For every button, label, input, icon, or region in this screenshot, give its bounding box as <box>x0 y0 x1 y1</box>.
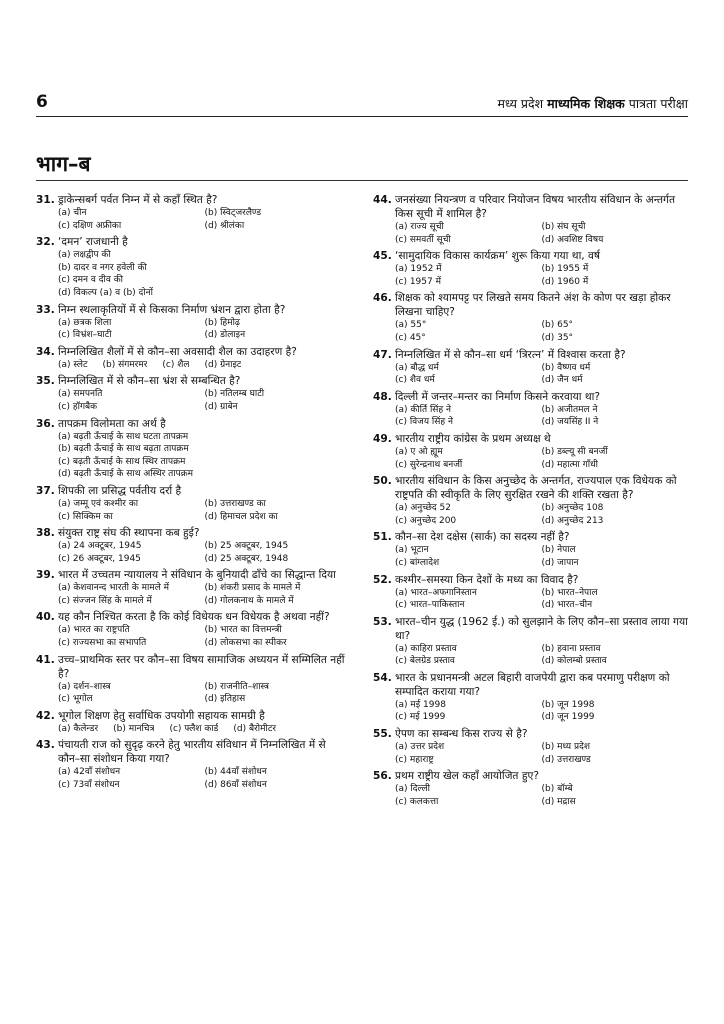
options-list <box>373 587 688 612</box>
options-list <box>36 317 351 342</box>
option: (b) 65° <box>541 320 574 331</box>
option: (c) हॉगबैक <box>58 401 98 412</box>
question <box>36 610 351 649</box>
option: (a) केशवानन्द भारती के मामले में <box>58 583 170 594</box>
option: (d) डोलाइन <box>204 330 246 341</box>
question-text: कौन–सा देश दक्षेस (सार्क) का सदस्य नहीं है? <box>395 531 570 544</box>
question-number: 33. <box>36 303 55 316</box>
question-text: प्रथम राष्ट्रीय खेल कहाँ आयोजित हुए? <box>395 770 539 783</box>
option: (b) दादर व नगर हवेली की <box>58 262 147 273</box>
option: (b) भारत का वित्तमन्त्री <box>204 625 282 636</box>
question-text-line <box>36 417 351 431</box>
question <box>373 615 688 668</box>
question <box>373 671 688 724</box>
question-text-line <box>373 474 688 502</box>
question-text-line <box>36 484 351 498</box>
option: (d) विकल्प (a) व (b) दोनों <box>58 287 153 298</box>
question-text: निम्न स्थलाकृतियों में से किसका निर्माण भ्रंशन द्वारा होता है? <box>58 303 286 316</box>
options-list <box>36 359 351 372</box>
option: (d) बैरोमीटर <box>233 723 277 734</box>
option: (c) फ्लैश कार्ड <box>169 723 219 734</box>
option: (c) संज्जन सिंह के मामले में <box>58 595 152 606</box>
question-text-line <box>36 374 351 388</box>
question <box>36 193 351 232</box>
option: (d) महात्मा गाँधी <box>541 459 598 470</box>
question-number: 36. <box>36 417 55 430</box>
question-number: 39. <box>36 569 55 582</box>
question-text-line <box>36 345 351 359</box>
question <box>36 709 351 736</box>
option: (c) महाराष्ट्र <box>395 754 434 765</box>
option: (c) शैल <box>162 359 190 370</box>
option: (d) इतिहास <box>204 694 246 705</box>
option: (c) समवर्ती सूची <box>395 234 451 245</box>
option: (c) शैव धर्म <box>395 375 435 386</box>
question-number: 31. <box>36 194 55 206</box>
option: (a) छत्रक शिला <box>58 317 112 328</box>
option: (c) बेलग्रेड प्रस्ताव <box>395 656 455 667</box>
question-text: जनसंख्या नियन्त्रण व परिवार नियोजन विषय भारतीय संविधान के अन्तर्गत किस सूची में शामिल है? <box>395 194 676 220</box>
question-number: 38. <box>36 527 55 540</box>
question-text: कश्मीर–समस्या किन देशों के मध्य का विवाद है? <box>395 573 579 586</box>
option: (a) भारत का राष्ट्रपति <box>58 625 130 636</box>
question-number: 45. <box>373 250 392 263</box>
question-text: ‘दमन’ राजधानी है <box>58 236 128 249</box>
option: (c) दक्षिण अफ्रीका <box>58 220 122 231</box>
option: (a) दिल्ली <box>395 784 431 795</box>
question-text-line <box>373 193 688 221</box>
question <box>36 653 351 706</box>
option: (d) कोलम्बो प्रस्ताव <box>541 656 607 667</box>
option: (a) ए ओ ह्यूम <box>395 446 443 457</box>
question-text: शिपकी ला प्रसिद्ध पर्वतीय दर्रा है <box>58 484 182 497</box>
section-divider <box>36 180 688 181</box>
question <box>36 738 351 791</box>
option: (a) दर्शन–शास्त्र <box>58 681 111 692</box>
option: (a) बौद्ध धर्म <box>395 362 439 373</box>
question-text-line <box>36 610 351 624</box>
question <box>373 249 688 288</box>
question-text: भारत में उच्चतम न्यायालय ने संविधान के बुनियादी ढाँचे का सिद्धान्त दिया <box>58 569 336 582</box>
options-list <box>373 741 688 766</box>
question-text-line <box>373 291 688 319</box>
question <box>373 348 688 387</box>
option: (d) हिमाचल प्रदेश का <box>204 511 278 522</box>
option: (a) जम्मू एवं कश्मीर का <box>58 498 139 509</box>
options-list <box>36 431 351 481</box>
options-list <box>373 319 688 344</box>
question-text: भूगोल शिक्षण हेतु सर्वाधिक उपयोगी सहायक सामग्री है <box>58 709 265 722</box>
option: (b) संघ सूची <box>541 222 586 232</box>
option: (a) काहिरा प्रस्ताव <box>395 643 457 654</box>
options-list <box>373 643 688 668</box>
question-text-line <box>36 303 351 317</box>
option: (a) राज्य सूची <box>395 222 444 232</box>
option: (d) गोलकनाथ के मामले में <box>204 595 294 606</box>
option: (d) जैन धर्म <box>541 375 583 386</box>
option: (b) संगमरमर <box>102 359 148 370</box>
question <box>373 432 688 471</box>
book-title-bold: माध्यमिक शिक्षक <box>547 96 625 111</box>
page-header <box>36 92 688 117</box>
question-number: 47. <box>373 348 392 361</box>
question-text: ऐपण का सम्बन्ध किस राज्य से है? <box>395 728 528 741</box>
page-number: 6 <box>36 92 48 112</box>
option: (d) 35° <box>541 332 574 343</box>
question-text-line <box>373 390 688 404</box>
options-list <box>373 404 688 429</box>
question <box>36 484 351 523</box>
question-number: 43. <box>36 739 55 752</box>
options-list <box>36 723 351 736</box>
question-text-line <box>373 671 688 699</box>
question-text: भारत के प्रधानमन्त्री अटल बिहारी वाजपेयी द्वारा कब परमाणु परीक्षण को सम्पादित कराया गया? <box>395 671 670 698</box>
option: (c) अनुच्छेद 200 <box>395 515 457 526</box>
question-number: 34. <box>36 345 55 358</box>
question-text: उच्च–प्राथमिक स्तर पर कौन–सा विषय सामाजिक अध्ययन में सम्मिलित नहीं है? <box>58 653 345 680</box>
option: (b) अजीतमल ने <box>541 404 598 415</box>
option: (a) कीर्ति सिंह ने <box>395 404 452 415</box>
option: (d) अनुच्छेद 213 <box>541 515 604 526</box>
question <box>36 568 351 607</box>
option: (c) विजय सिंह ने <box>395 417 453 428</box>
option: (a) चीन <box>58 208 87 218</box>
option: (a) उत्तर प्रदेश <box>395 742 445 753</box>
option: (d) श्रीलंका <box>204 220 245 231</box>
option: (d) लोकसभा का स्पीकर <box>204 638 287 649</box>
left-column <box>36 193 351 795</box>
question-text-line <box>36 193 351 207</box>
option: (a) 24 अक्टूबर, 1945 <box>58 541 142 552</box>
option: (b) 44वाँ संशोधन <box>204 767 267 778</box>
question-text: निम्नलिखित में से कौन–सा भ्रंश से सम्बन्धित है? <box>58 375 241 388</box>
question-text-line <box>36 235 351 249</box>
book-title <box>498 95 688 112</box>
options-list <box>373 544 688 569</box>
question-text: शिक्षक को श्यामपट्ट पर लिखते समय कितने अंश के कोण पर खड़ा होकर लिखना चाहिए? <box>395 292 671 319</box>
option: (b) उत्तराखण्ड का <box>204 498 266 509</box>
section-title: भाग–ब <box>36 152 91 176</box>
book-title-part2: पात्रता परीक्षा <box>624 96 688 111</box>
question <box>373 390 688 429</box>
question-text: संयुक्त राष्ट्र संघ की स्थापना कब हुई? <box>58 527 200 540</box>
option: (d) अवशिष्ट विषय <box>541 234 604 245</box>
options-list <box>36 207 351 232</box>
question <box>36 235 351 299</box>
options-list <box>36 498 351 523</box>
option: (b) अनुच्छेद 108 <box>541 503 604 514</box>
question <box>373 573 688 612</box>
option: (b) बढ़ती ऊँचाई के साथ बढ़ता तापक्रम <box>58 444 189 455</box>
option: (d) मद्रास <box>541 796 576 807</box>
options-list <box>36 624 351 649</box>
question-number: 37. <box>36 484 55 497</box>
option: (d) ग्राबेन <box>204 401 238 412</box>
option: (a) भारत–अफगानिस्तान <box>395 587 477 598</box>
question-number: 55. <box>373 728 392 741</box>
option: (c) दमन व दीव की <box>58 275 123 286</box>
question-text-line <box>373 573 688 587</box>
question-number: 32. <box>36 236 55 249</box>
question-text-line <box>373 530 688 544</box>
option: (b) वैष्णव धर्म <box>541 362 591 373</box>
options-list <box>373 362 688 387</box>
question <box>36 526 351 565</box>
option: (b) हवाना प्रस्ताव <box>541 643 601 654</box>
question-number: 42. <box>36 709 55 722</box>
question-text: ‘सामुदायिक विकास कार्यक्रम’ शुरू किया गया था, वर्ष <box>395 250 601 263</box>
question-number: 48. <box>373 390 392 403</box>
question <box>373 193 688 246</box>
option: (d) जयसिंह II ने <box>541 417 599 428</box>
question-number: 35. <box>36 375 55 388</box>
question-text-line <box>373 348 688 362</box>
question-number: 56. <box>373 770 392 783</box>
options-list <box>36 388 351 413</box>
option: (a) मई 1998 <box>395 699 446 710</box>
question-text: निम्नलिखित में से कौन–सा धर्म ‘त्रिरत्न’ में विश्वास करता है? <box>395 348 626 361</box>
question-text-line <box>373 769 688 783</box>
option: (b) बॉम्बे <box>541 784 573 795</box>
question-text-line <box>36 568 351 582</box>
question-number: 49. <box>373 432 392 445</box>
question-number: 41. <box>36 653 55 666</box>
option: (c) 73वाँ संशोधन <box>58 780 120 791</box>
question <box>36 417 351 481</box>
option: (a) 55° <box>395 320 427 331</box>
option: (c) 45° <box>395 332 426 343</box>
option: (b) 25 अक्टूबर, 1945 <box>204 541 289 552</box>
question-text-line <box>36 738 351 766</box>
question-text-line <box>373 249 688 263</box>
question-number: 52. <box>373 573 392 586</box>
option: (a) अनुच्छेद 52 <box>395 503 451 514</box>
option: (a) 42वाँ संशोधन <box>58 767 121 778</box>
option: (c) 1957 में <box>395 276 441 287</box>
question-text-line <box>373 432 688 446</box>
question <box>373 474 688 527</box>
option: (b) मध्य प्रदेश <box>541 742 590 753</box>
option: (a) भूटान <box>395 545 429 556</box>
question <box>373 769 688 808</box>
book-title-part1: मध्य प्रदेश <box>497 96 548 111</box>
question-text: दिल्ली में जन्तर–मन्तर का निर्माण किसने करवाया था? <box>395 390 601 403</box>
question <box>373 291 688 344</box>
question-text-line <box>36 653 351 681</box>
options-list <box>373 221 688 246</box>
question-text: भारतीय राष्ट्रीय कांग्रेस के प्रथम अध्यक्ष थे <box>395 432 551 445</box>
question <box>373 530 688 569</box>
question-text-line <box>373 727 688 741</box>
option: (c) बढ़ती ऊँचाई के साथ स्थिर तापक्रम <box>58 456 186 467</box>
option: (b) राजनीति–शास्त्र <box>204 681 269 692</box>
option: (c) सिक्किम का <box>58 511 113 522</box>
question <box>36 345 351 372</box>
question-text-line <box>36 526 351 540</box>
question-text-line <box>373 615 688 643</box>
option: (d) 1960 में <box>541 276 589 287</box>
options-list <box>373 502 688 527</box>
option: (a) बढ़ती ऊँचाई के साथ घटता तापक्रम <box>58 431 189 442</box>
option: (d) जापान <box>541 557 579 568</box>
question-text: तापक्रम विलोमता का अर्थ है <box>58 417 166 430</box>
option: (d) भारत–चीन <box>541 600 593 611</box>
option: (a) स्लेट <box>58 359 88 370</box>
options-list <box>36 766 351 791</box>
option: (b) स्विट्जरलैण्ड <box>204 208 262 218</box>
option: (c) बांग्लादेश <box>395 557 440 568</box>
option: (c) मई 1999 <box>395 712 446 723</box>
option: (c) कलकत्ता <box>395 796 439 807</box>
right-column <box>373 193 688 811</box>
question-number: 44. <box>373 194 392 206</box>
question-text: ड्राकेन्सबर्ग पर्वत निम्न में से कहाँ स्थित है? <box>58 194 218 206</box>
options-list <box>373 699 688 724</box>
question-text: यह कौन निश्चित करता है कि कोई विधेयक धन विधेयक है अथवा नहीं? <box>58 611 330 624</box>
options-list <box>36 681 351 706</box>
question-text-line <box>36 709 351 723</box>
option: (d) बढ़ती ऊँचाई के साथ अस्थिर तापक्रम <box>58 469 194 480</box>
options-list <box>36 582 351 607</box>
option: (c) विभ्रंश–घाटी <box>58 330 112 341</box>
option: (a) लक्षद्वीप की <box>58 250 111 261</box>
option: (b) 1955 में <box>541 264 589 275</box>
option: (c) 26 अक्टूबर, 1945 <box>58 553 141 564</box>
option: (c) सुरेन्द्रनाथ बनर्जी <box>395 459 463 470</box>
option: (a) कैलेन्डर <box>58 723 99 734</box>
options-list <box>373 446 688 471</box>
question-number: 50. <box>373 475 392 488</box>
option: (b) डब्ल्यू सी बनर्जी <box>541 446 608 457</box>
question <box>36 374 351 413</box>
question-number: 53. <box>373 615 392 628</box>
option: (c) भूगोल <box>58 694 93 705</box>
option: (b) मानचित्र <box>113 723 155 734</box>
options-list <box>373 783 688 808</box>
option: (d) 86वाँ संशोधन <box>204 780 267 791</box>
question-text: पंचायती राज को सुदृढ़ करने हेतु भारतीय संविधान में निम्नलिखित में से कौन–सा संशोधन किया गया? <box>58 739 326 766</box>
question-number: 46. <box>373 292 392 305</box>
option: (d) उत्तराखण्ड <box>541 754 591 765</box>
options-list <box>36 540 351 565</box>
option: (b) जून 1998 <box>541 699 595 710</box>
option: (b) भारत–नेपाल <box>541 587 598 598</box>
question-number: 51. <box>373 531 392 544</box>
option: (d) जून 1999 <box>541 712 595 723</box>
question-number: 54. <box>373 671 392 684</box>
question-text: निम्नलिखित शैलों में से कौन–सा अवसादी शैल का उदाहरण है? <box>58 345 297 358</box>
option: (a) 1952 में <box>395 264 442 275</box>
question-text: भारत–चीन युद्ध (1962 ई.) को सुलझाने के लिए कौन–सा प्रस्ताव लाया गया था? <box>395 615 688 642</box>
option: (b) नेपाल <box>541 545 576 556</box>
option: (b) हिमोढ़ <box>204 317 240 328</box>
question-number: 40. <box>36 611 55 624</box>
option: (d) ग्रेनाइट <box>204 359 242 370</box>
options-list <box>373 263 688 288</box>
option: (c) राज्यसभा का सभापति <box>58 638 147 649</box>
option: (d) 25 अक्टूबर, 1948 <box>204 553 289 564</box>
question <box>36 303 351 342</box>
options-list <box>36 249 351 299</box>
question-text: भारतीय संविधान के किस अनुच्छेद के अन्तर्गत, राज्यपाल एक विधेयक को राष्ट्रपति की स्वीकृति के लिए सुरक्षित रखने की शक्ति रखता है? <box>395 475 677 502</box>
question <box>373 727 688 766</box>
option: (a) समपनति <box>58 389 103 400</box>
option: (b) नतिलम्ब घाटी <box>204 389 265 400</box>
option: (b) शंकरी प्रसाद के मामले में <box>204 583 301 594</box>
option: (c) भारत–पाकिस्तान <box>395 600 465 611</box>
